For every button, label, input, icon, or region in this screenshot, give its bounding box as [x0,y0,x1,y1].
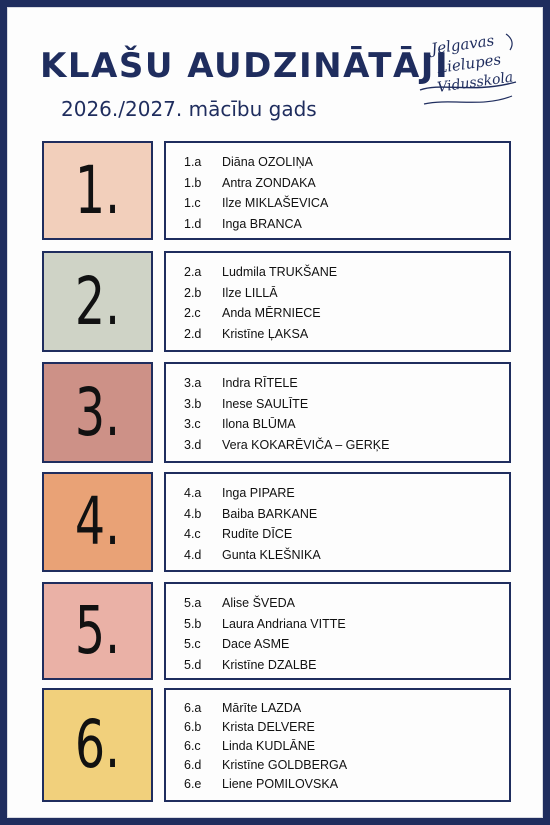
grade-6-teacher-list [164,688,511,802]
class-code: 6.d [184,758,202,773]
teacher-name: Vera KOKARĒVIČA – GERĶE [222,437,390,452]
class-code: 6.a [184,700,202,715]
school-year-subtitle: 2026./2027. mācību gads [61,97,317,121]
class-code: 6.e [184,777,202,792]
school-logo [412,24,522,114]
list-item [184,262,509,283]
grade-3-number: 3. [74,373,121,451]
list-item [184,756,509,775]
grade-5-teacher-list [164,582,511,680]
list-item [184,303,509,324]
logo-line-2: Lielupes [436,50,503,77]
teacher-name: Indra RĪTELE [222,376,298,391]
list-item [184,524,509,545]
teacher-name: Ludmila TRUKŠANE [222,265,338,280]
class-code: 4.d [184,547,202,562]
list-item [184,324,509,345]
poster [7,7,543,818]
grade-2-teacher-list [164,251,511,352]
list-item [184,435,509,456]
teacher-name: Alise ŠVEDA [222,596,295,611]
teacher-name: Linda KUDLĀNE [222,738,316,753]
list-item [184,214,509,235]
teacher-name: Kristīne ĻAKSA [222,326,309,341]
grade-2-number: 2. [74,262,121,340]
class-code: 5.b [184,616,202,631]
teacher-name: Ilze LILLĀ [222,285,278,300]
grade-4-teacher-list [164,472,511,572]
class-code: 4.a [184,486,202,501]
list-item [184,655,509,676]
class-code: 6.b [184,719,202,734]
teacher-name: Inese SAULĪTE [222,396,309,411]
grade-2-box [42,251,153,352]
teacher-name: Inga BRANCA [222,216,302,231]
list-item [184,414,509,435]
class-code: 3.a [184,376,202,391]
teacher-name: Liene POMILOVSKA [222,777,339,792]
list-item [184,593,509,614]
class-code: 2.d [184,326,202,341]
class-code: 2.c [184,306,201,321]
list-item [184,614,509,635]
list-item [184,283,509,304]
class-code: 1.c [184,196,201,211]
teacher-name: Ilze MIKLAŠEVICA [222,196,329,211]
list-item [184,545,509,566]
grade-3-teacher-list [164,362,511,463]
class-code: 1.a [184,155,202,170]
class-code: 3.c [184,417,201,432]
class-code: 5.d [184,657,202,672]
grade-6-box [42,688,153,802]
teacher-name: Rudīte DĪCE [222,527,293,542]
logo-line-3: Vidusskola [436,69,515,96]
teacher-name: Ilona BLŪMA [222,417,296,432]
class-code: 6.c [184,738,201,753]
grade-1-number: 1. [74,151,121,229]
class-code: 5.c [184,637,201,652]
teacher-name: Dace ASME [222,637,290,652]
grade-5-number: 5. [74,592,121,669]
teacher-name: Anda MĒRNIECE [222,306,321,321]
teacher-name: Laura Andriana VITTE [222,616,346,631]
list-item [184,717,509,736]
class-code: 1.b [184,175,202,190]
class-code: 2.b [184,285,202,300]
grade-3-box [42,362,153,463]
logo-line-1: Jelgavas [430,31,496,58]
grade-1-teacher-list [164,141,511,240]
list-item [184,373,509,394]
teacher-name: Mārīte LAZDA [222,700,302,715]
page-title: KLAŠU AUDZINĀTĀJI [40,46,450,86]
teacher-name: Krista DELVERE [222,719,315,734]
list-item [184,775,509,794]
class-code: 5.a [184,596,202,611]
list-item [184,736,509,755]
class-code: 3.b [184,396,202,411]
list-item [184,152,509,173]
teacher-name: Diāna OZOLIŅA [222,155,314,170]
teacher-name: Inga PIPARE [222,486,295,501]
list-item [184,504,509,525]
teacher-name: Kristīne GOLDBERGA [222,758,348,773]
list-item [184,193,509,214]
teacher-name: Kristīne DZALBE [222,657,317,672]
list-item [184,634,509,655]
grade-4-number: 4. [74,483,121,560]
grade-5-box [42,582,153,680]
class-code: 1.d [184,216,202,231]
class-code: 4.b [184,506,202,521]
list-item [184,483,509,504]
teacher-name: Antra ZONDAKA [222,175,316,190]
class-code: 3.d [184,437,202,452]
class-code: 4.c [184,527,201,542]
class-code: 2.a [184,265,202,280]
grade-4-box [42,472,153,572]
teacher-name: Gunta KLEŠNIKA [222,547,321,562]
grade-6-number: 6. [74,706,121,783]
teacher-name: Baiba BARKANE [222,506,318,521]
list-item [184,698,509,717]
list-item [184,173,509,194]
grade-1-box [42,141,153,240]
list-item [184,394,509,415]
